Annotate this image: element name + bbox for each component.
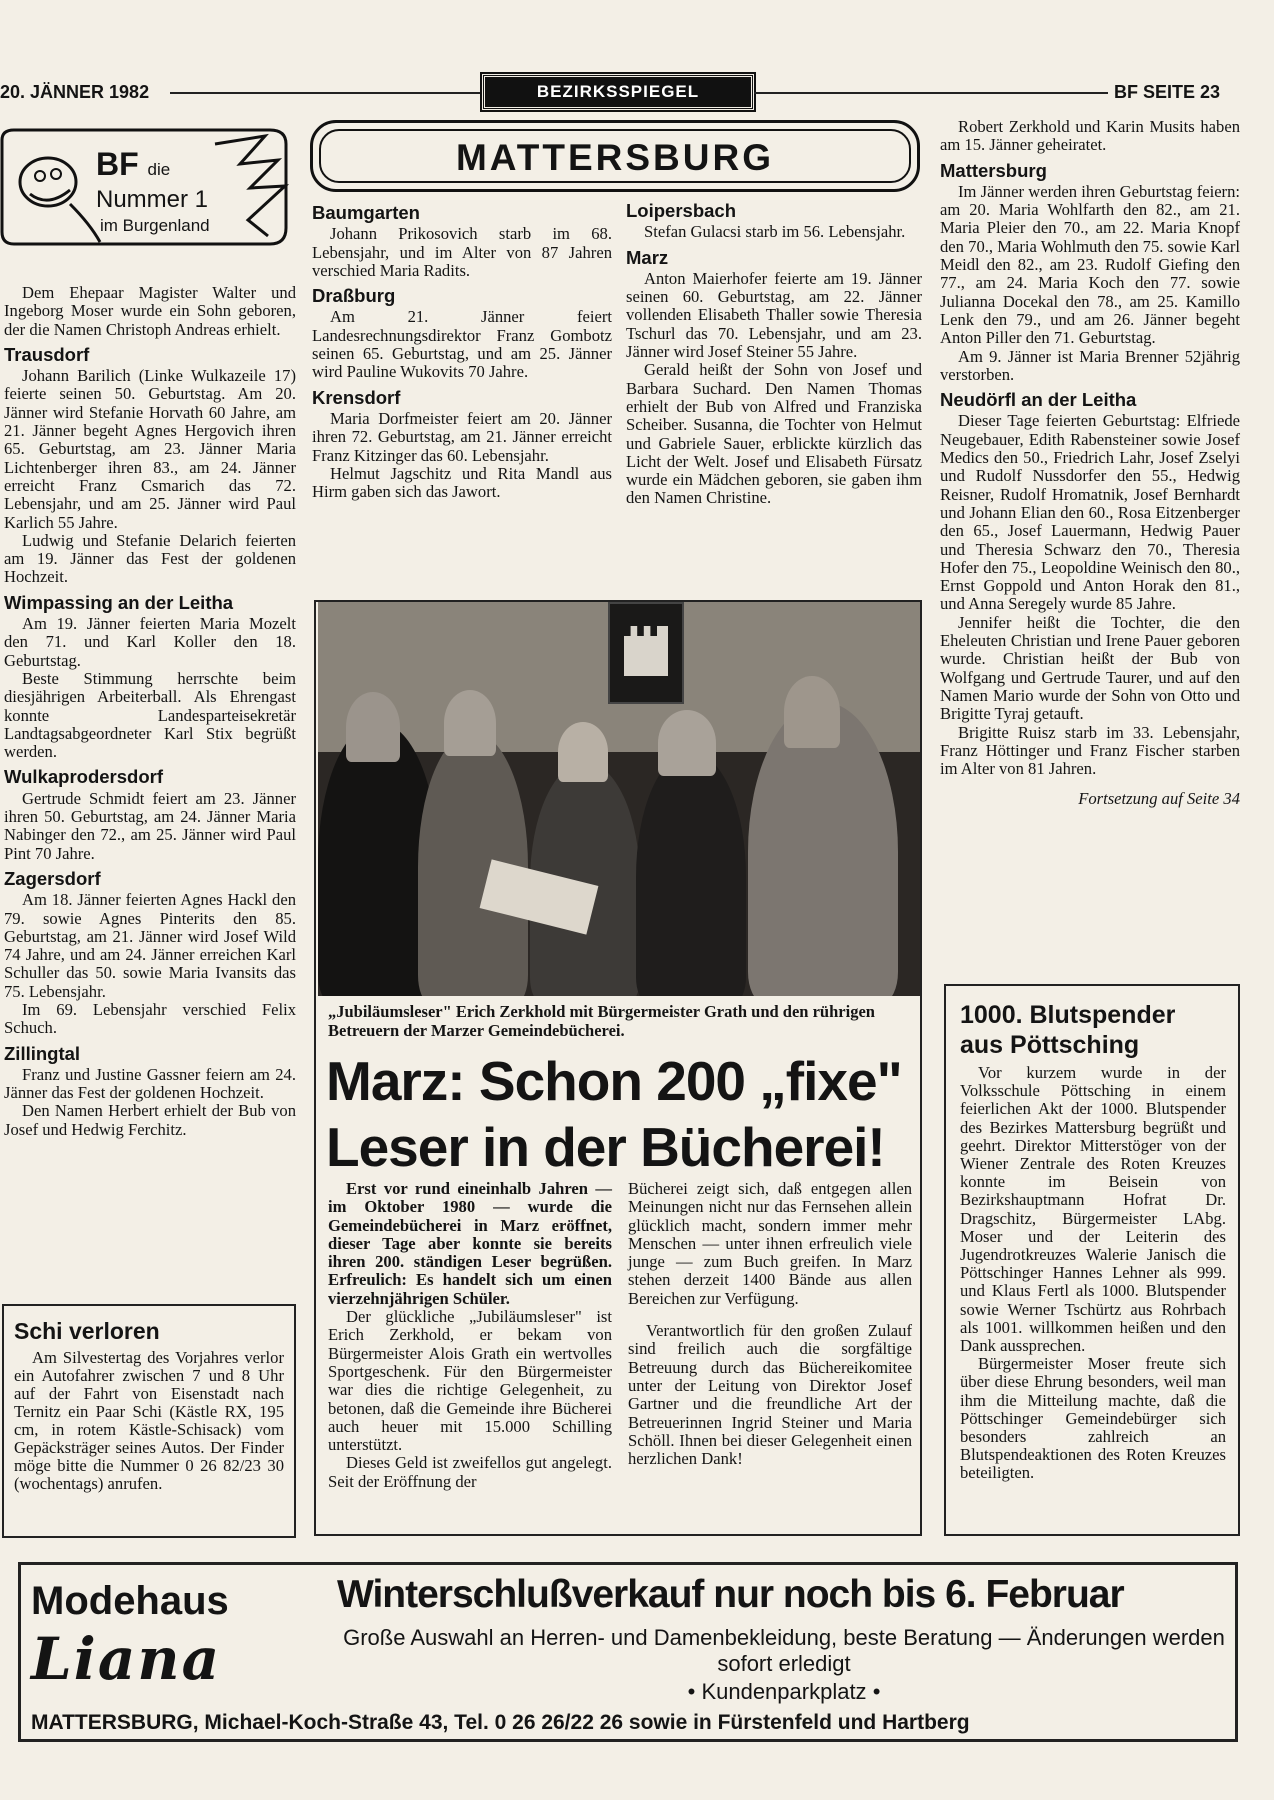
col1-trausdorf-p2: Ludwig und Stefanie Delarich feierten am 19. Jänner das Fest der goldenen Hochzeit. <box>4 530 296 587</box>
bf-logo-die: die <box>147 160 171 179</box>
col2-heading-krensdorf: Krensdorf <box>312 386 401 408</box>
col3-heading-marz: Marz <box>626 246 669 268</box>
header-rule-left <box>170 92 480 94</box>
ad-modehaus-liana <box>18 1562 1238 1742</box>
header-page: BF SEITE 23 <box>1114 82 1221 102</box>
article-headline-2: Leser in der Bücherei! <box>326 1116 885 1178</box>
ad-parking <box>339 1679 1229 1705</box>
col4-mattersburg-p1: Im Jänner werden ihren Geburtstag feiern: am 20. Maria Wohlfarth den 82., am 21. Maria Pleier den 70., am 22. Maria Knopf den 70., Maria Wohlmuth den 75. sowie Karl Meidl den 82., am 23. Rudolf Giefing den 77., am 24. Maria Koch den 77. sowie Julianna Docekal den 78., am 25. Kamillo Lenk den 79., und am 26. Jänner begeht Anton Piller den 71. Geburtstag. <box>940 181 1240 348</box>
col2-drassburg-p1: Am 21. Jänner feiert Landesrechnungsdirektor Franz Gombotz seinen 65. Geburtstag, und am 25. Jänner wird Pauline Wukovits 70 Jahre. <box>312 307 612 382</box>
ad-address: MATTERSBURG, Michael-Koch-Straße 43, Tel. 0 26 26/22 26 sowie in Fürstenfeld und Hartberg <box>31 1711 970 1734</box>
article-p4: Bücherei zeigt sich, daß entgegen allen Meinungen nicht nur das Fernsehen allein glücklich macht, sondern immer mehr Menschen — unter ihnen erfreulich viele junge — zum Buch greifen. In Marz stehen derzeit 1400 Bände aus allen Bereichen zur Verfügung. <box>628 1179 912 1308</box>
ad-bullet-left: • <box>687 1679 696 1704</box>
col1-wulkaprodersdorf-p1: Gertrude Schmidt feiert am 23. Jänner ihren 50. Geburtstag, am 24. Jänner Maria Nabinger den 72., am 25. Jänner wird Paul Pint 70 Jahre. <box>4 788 296 863</box>
coat-of-arms <box>608 602 684 704</box>
col1-zagersdorf-p1: Am 18. Jänner feierten Agnes Hackl den 79. sowie Agnes Pinterits den 85. Geburtstag, am 21. Jänner wird Josef Wild 74 Jahre, und am 24. Jänner erreichen Karl Schuller das 50. sowie Maria Ivansits das 75. Lebensjahr. <box>4 890 296 1001</box>
col4-neudoerfl-p1: Dieser Tage feierten Geburtstag: Elfriede Neugebauer, Edith Rabensteiner sowie Josef Medics den 50., Friedrich Lahr, Josef Zselyi und Rudolf Nussdorfer den 55., Hedwig Reisner, Rudolf Hromatnik, Josef Bernhardt und Johann Elian den 60., Rosa Eitzenberger den 65., Josef Lauermann, Hedwig Pauer und Theresia Schwarz den 70., Theresia Hofer den 75., Leopoldine Weinisch den 80., Ernst Goppold und Anton Horak den 81., und Anna Seregely wurde 85 Jahre. <box>940 411 1240 614</box>
bf-logo-burgenland: im Burgenland <box>100 216 210 235</box>
col2-krensdorf-p1: Maria Dorfmeister feiert am 20. Jänner ihren 72. Geburtstag, am 21. Jänner erreicht Franz Kitzinger das 60. Lebensjahr. <box>312 408 612 465</box>
article-column-left <box>328 1180 612 1491</box>
schi-verloren-box <box>2 1304 296 1538</box>
header-section-label: BEZIRKSSPIEGEL <box>536 82 700 101</box>
header-date: 20. JÄNNER 1982 <box>0 82 150 102</box>
blut-p2: Bürgermeister Moser freute sich über diese Ehrung besonders, weil man ihm die Mitteilung machte, daß die Pöttschinger Gemeindebürger sich besonders zahlreich an Blutspendeaktionen des Roten Kreuzes beteiligten. <box>960 1354 1226 1483</box>
header-section <box>482 74 754 110</box>
column-1 <box>4 284 296 1139</box>
col1-heading-trausdorf: Trausdorf <box>4 343 90 365</box>
col1-heading-wimpassing: Wimpassing an der Leitha <box>4 591 234 613</box>
article-photo <box>318 602 920 996</box>
bf-logo <box>0 124 292 250</box>
col4-intro: Robert Zerkhold und Karin Musits haben am 15. Jänner geheiratet. <box>940 117 1240 155</box>
col3-heading-loipersbach: Loipersbach <box>626 200 736 221</box>
town-title: MATTERSBURG <box>455 137 774 178</box>
col1-zagersdorf-p2: Im 69. Lebensjahr verschied Felix Schuch. <box>4 999 296 1038</box>
article-lead: Erst vor rund eineinhalb Jahren — im Oktober 1980 — wurde die Gemeindebücherei in Marz eröffnet, dieser Tage aber konnte sie bereits ihren 200. ständigen Leser begrüßen. Erfreulich: Es handelt sich um einen vierzehnjährigen Schüler. <box>328 1179 612 1308</box>
col4-continuation: Fortsetzung auf Seite 34 <box>1078 789 1240 809</box>
schi-title: Schi verloren <box>14 1318 160 1344</box>
col4-neudoerfl-p3: Brigitte Ruisz starb im 33. Lebensjahr, Franz Höttinger und Franz Fischer starben im Alter von 81 Jahren. <box>940 722 1240 779</box>
col1-wimpassing-p2: Beste Stimmung herrschte beim diesjährigen Arbeiterball. Als Ehrengast konnte Landesparteisekretär Landtagsabgeordneter Karl Stix begrüßt werden. <box>4 668 296 762</box>
blut-title-1: 1000. Blutspender <box>960 1001 1176 1029</box>
ad-line1: Große Auswahl an Herren- und Damenbekleidung, beste Beratung — Änderungen werden sofort erledigt <box>343 1625 1225 1676</box>
article-column-right <box>628 1180 912 1468</box>
col4-neudoerfl-p2: Jennifer heißt die Tochter, die den Eheleuten Christian und Irene Pauer geboren wurde. Christian heißt der Bub von Wolfgang und Gertrude Taurer, und auf den Namen Mario wurde der Sohn von Otto und Brigitte Tyraj getauft. <box>940 612 1240 724</box>
article-p3: Dieses Geld ist zweifellos gut angelegt. Seit der Eröffnung der <box>328 1453 612 1491</box>
ad-brand-modehaus: Modehaus <box>31 1579 229 1623</box>
article-headline-1: Marz: Schon 200 „fixe" <box>326 1050 902 1112</box>
col2-heading-drassburg: Draßburg <box>312 285 396 307</box>
bf-logo-nummer: Nummer 1 <box>96 186 209 213</box>
col1-zillingtal-p1: Franz und Justine Gassner feiern am 24. Jänner das Fest der goldenen Hochzeit. <box>4 1064 296 1103</box>
bf-logo-bf: BF <box>96 146 139 182</box>
col4-heading-mattersburg: Mattersburg <box>940 159 1047 181</box>
col3-marz-p2: Gerald heißt der Sohn von Josef und Barbara Suchard. Den Namen Thomas erhielt der Bub von Alfred und Franziska Scheiber. Susanna, die Tochter von Helmut und Gabriele Sauer, erblickte kürzlich das Licht der Welt. Josef und Elisabeth Fürsatz wurde ein Mädchen geboren, sie gaben ihm den Namen Christine. <box>626 360 922 508</box>
article-p5: Verantwortlich für den großen Zulauf sind freilich auch die sorgfältige Betreuung durch das Büchereikomitee unter der Leitung von Direktor Josef Gartner und die freundliche Art der Betreuerinnen Ingrid Steiner und Maria Schöll. Ihnen bei dieser Gelegenheit einen herzlichen Dank! <box>628 1321 912 1469</box>
schi-text: Am Silvestertag des Vorjahres verlor ein Autofahrer zwischen 7 und 8 Uhr auf der Fahrt von Eisenstadt nach Ternitz ein Paar Schi (Kästle RX, 195 cm, in rotem Kästle-Schisack) vom Gepäcksträger seines Autos. Der Finder möge bitte die Nummer 0 26 82/23 30 (wochentags) anrufen. <box>14 1348 284 1493</box>
blutspender-box <box>944 984 1240 1536</box>
bf-logo-mark <box>96 146 170 183</box>
ad-headline: Winterschlußverkauf nur noch bis 6. Februar <box>337 1573 1124 1616</box>
col4-heading-neudoerfl: Neudörfl an der Leitha <box>940 389 1137 411</box>
blut-title-2: aus Pöttsching <box>960 1031 1140 1059</box>
col2-baumgarten-p1: Johann Prikosovich starb im 68. Lebensjahr, und im Alter von 87 Jahren verschied Maria Radits. <box>312 224 612 280</box>
col1-heading-zillingtal: Zillingtal <box>4 1042 81 1064</box>
column-2 <box>312 204 612 501</box>
col3-loipersbach-p1: Stefan Gulacsi starb im 56. Lebensjahr. <box>644 222 906 242</box>
col3-marz-p1: Anton Maierhofer feierte am 19. Jänner seinen 60. Geburtstag, am 22. Jänner vollenden Elisabeth Thaller sowie Theresia Tschurl das 70. Lebensjahr, und am 23. Jänner wird Josef Steiner 55 Jahre. <box>626 268 922 362</box>
col1-heading-zagersdorf: Zagersdorf <box>4 867 101 889</box>
col1-trausdorf-p1: Johann Barilich (Linke Wulkazeile 17) feierte seinen 50. Geburtstag. Am 20. Jänner wird Stefanie Horvath 60 Jahre, am 21. Jänner begeht Agnes Hergovich ihren 65. Geburtstag, am 23. Jänner Maria Lichtenberger ihren 83., am 24. Jänner erreicht Franz Csmarich das 72. Lebensjahr, und am 25. Jänner wird Paul Karlich 55 Jahre. <box>4 366 296 532</box>
town-title-box <box>310 120 920 192</box>
ad-brand-liana: Liana <box>31 1625 222 1693</box>
header-rule-right <box>754 92 1108 94</box>
article-p2: Der glückliche „Jubiläumsleser" ist Erich Zerkhold, er bekam von Bürgermeister Alois Grath ein wertvolles Sportgeschenk. Für den Bürgermeister war dies die richtige Gelegenheit, zu betonen, daß die Gemeinde ihre Bücherei auch heuer mit 15.000 Schilling unterstützt. <box>328 1307 612 1455</box>
col1-zillingtal-p2: Den Namen Herbert erhielt der Bub von Josef und Hedwig Ferchitz. <box>4 1101 296 1139</box>
col4-mattersburg-p2: Am 9. Jänner ist Maria Brenner 52jährig verstorben. <box>940 346 1240 384</box>
col1-intro: Dem Ehepaar Magister Walter und Ingeborg Moser wurde ein Sohn geboren, der die Namen Christoph Andreas erhielt. <box>4 283 296 339</box>
ad-line2: Kundenparkplatz <box>701 1679 867 1704</box>
col1-heading-wulkaprodersdorf: Wulkaprodersdorf <box>4 766 163 788</box>
photo-caption: „Jubiläumsleser" Erich Zerkhold mit Bürgermeister Grath und den rührigen Betreuern der Marzer Gemeindebücherei. <box>328 1002 875 1040</box>
col2-krensdorf-p2: Helmut Jagschitz und Rita Mandl aus Hirm gaben sich das Jawort. <box>312 463 612 502</box>
column-4 <box>940 118 1240 809</box>
col2-heading-baumgarten: Baumgarten <box>312 202 420 223</box>
col1-wimpassing-p1: Am 19. Jänner feierten Maria Mozelt den 71. und Karl Koller den 18. Geburtstag. <box>4 614 296 670</box>
blut-p1: Vor kurzem wurde in der Volksschule Pöttsching in einem feierlichen Akt der 1000. Blutspender des Bezirkes Mattersburg begrüßt und geehrt. Direktor Mitterstöger von der Wiener Zentrale des Roten Kreuzes konnte im Beisein von Bezirkshauptmann Hofrat Dr. Dragschitz, Bürgermeister LAbg. Moser und der Leiterin des Jugendrotkreuzes Walerie Janisch die Pöttschinger Hannes Lehner als 999. und Klaus Fertl als 1000. Blutspender sowie Werner Tschürtz aus Rohrbach als 1001. willkommen heißen und den Dank aussprechen. <box>960 1063 1226 1356</box>
column-3 <box>626 202 922 508</box>
ad-bullet-right: • <box>872 1679 881 1704</box>
